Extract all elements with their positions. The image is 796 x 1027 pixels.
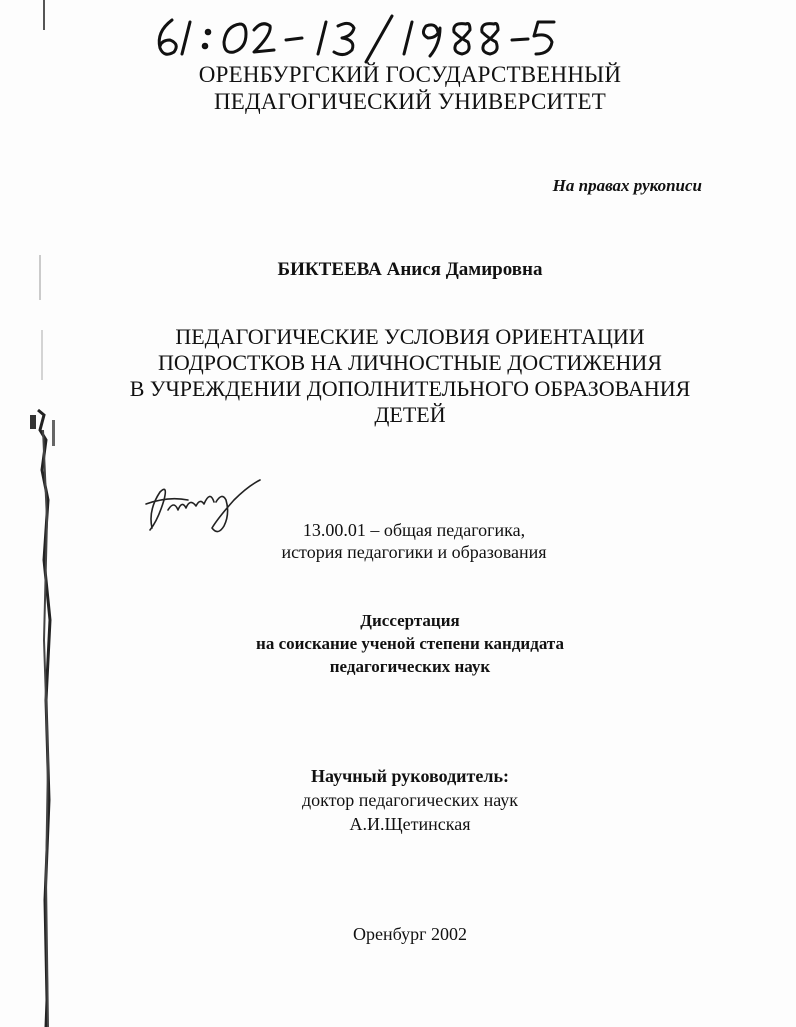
dissertation-title-line-2: ПОДРОСТКОВ НА ЛИЧНОСТНЫЕ ДОСТИЖЕНИЯ xyxy=(158,350,662,375)
rights-notice: На правах рукописи xyxy=(552,176,702,195)
author-name: БИКТЕЕВА Анися Дамировна xyxy=(277,259,543,280)
university-name-line-2: ПЕДАГОГИЧЕСКИЙ УНИВЕРСИТЕТ xyxy=(213,89,607,114)
city-year: Оренбург 2002 xyxy=(353,924,467,944)
degree-field: педагогических наук xyxy=(329,657,491,676)
dissertation-title-line-3: В УЧРЕЖДЕНИИ ДОПОЛНИТЕЛЬНОГО ОБРАЗОВАНИЯ xyxy=(129,376,691,401)
university-name-line-1: ОРЕНБУРГСКИЙ ГОСУДАРСТВЕННЫЙ xyxy=(198,62,622,87)
dissertation-title-line-1: ПЕДАГОГИЧЕСКИЕ УСЛОВИЯ ОРИЕНТАЦИИ xyxy=(175,324,645,349)
supervisor-degree: доктор педагогических наук xyxy=(301,790,519,810)
specialty-code: 13.00.01 – общая педагогика, xyxy=(302,520,526,540)
specialty-name: история педагогики и образования xyxy=(281,542,547,562)
scan-edge-artifact xyxy=(0,0,60,1027)
degree-purpose: на соискание ученой степени кандидата xyxy=(256,634,564,653)
supervisor-heading: Научный руководитель: xyxy=(311,766,509,786)
supervisor-name: А.И.Щетинская xyxy=(349,814,471,834)
handwritten-catalog-number xyxy=(150,10,570,66)
dissertation-title-line-4: ДЕТЕЙ xyxy=(374,402,446,427)
dissertation-label: Диссертация xyxy=(360,611,460,630)
